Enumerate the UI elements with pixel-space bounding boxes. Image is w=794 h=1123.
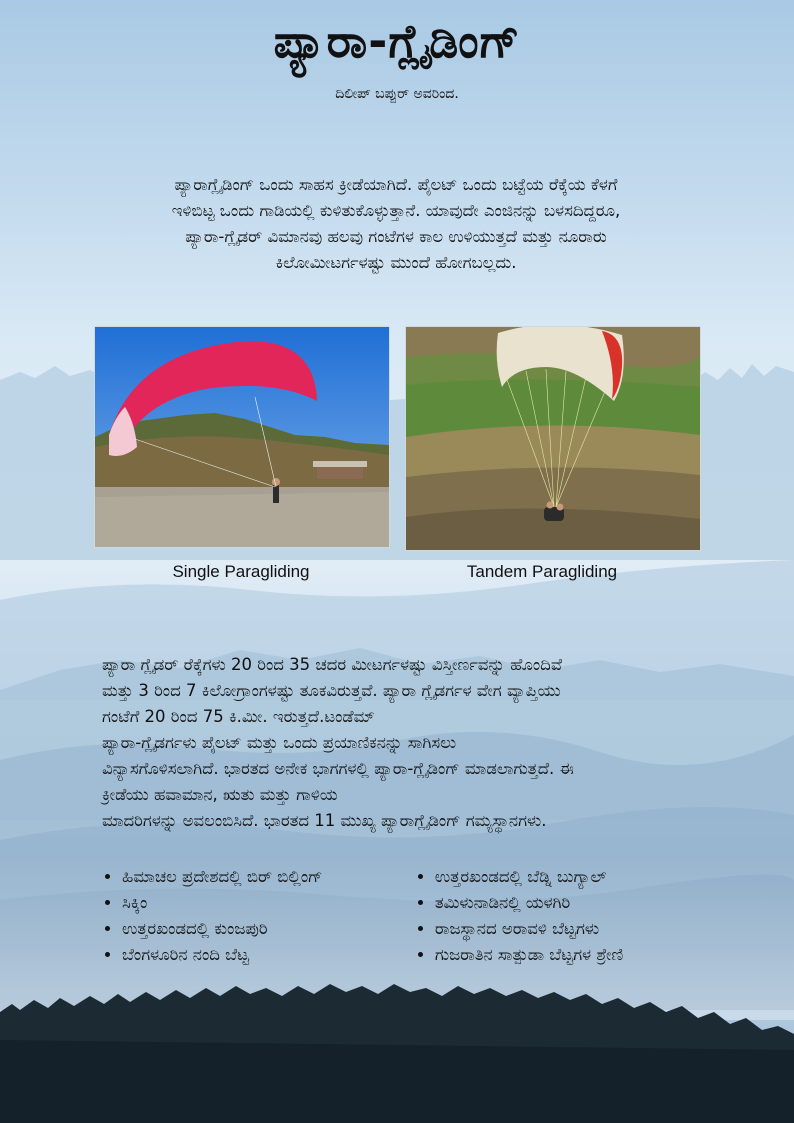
author-byline: ದಿಲೀಪ್ ಬಪ್ಪುರ್ ಅವರಿಂದ.: [335, 86, 459, 102]
list-item: • ಹಿಮಾಚಲ ಪ್ರದೇಶದಲ್ಲಿ ಬಿರ್ ಬಿಲ್ಲಿಂಗ್: [122, 864, 415, 890]
details-line: ವಿನ್ಯಾಸಗೊಳಿಸಲಾಗಿದೆ. ಭಾರತದ ಅನೇಕ ಭಾಗಗಳಲ್ಲಿ ಪ್ಯಾರಾ-ಗ್ಲೈಡಿಂಗ್ ಮಾಡಲಾಗುತ್ತದೆ. ಈ: [102, 759, 574, 778]
list-item: • ಉತ್ತರಖಂಡದಲ್ಲಿ ಕುಂಜಪುರಿ: [122, 916, 415, 942]
destinations-column-right: [415, 864, 702, 968]
details-line: ಗಂಟೆಗೆ 20 ರಿಂದ 75 ಕಿ.ಮೀ. ಇರುತ್ತದೆ.ಟಂಡೆಮ್: [102, 707, 375, 726]
destinations-list: [102, 864, 702, 968]
details-line: ಮತ್ತು 3 ರಿಂದ 7 ಕಿಲೋಗ್ರಾಂಗಳಷ್ಟು ತೂಕವಿರುತ್ತವೆ. ಪ್ಯಾರಾ ಗ್ಲೈಡರ್ಗಳ ವೇಗ ವ್ಯಾಪ್ತಿಯು: [102, 681, 561, 700]
list-item: • ತಮಿಳುನಾಡಿನಲ್ಲಿ ಯಳಗಿರಿ: [435, 890, 702, 916]
list-item: • ಸಿಕ್ಕಿಂ: [122, 890, 415, 916]
details-line: ಕ್ರೀಡೆಯು ಹವಾಮಾನ, ಋತು ಮತ್ತು ಗಾಳಿಯ: [102, 785, 338, 804]
list-item: • ರಾಜಸ್ಥಾನದ ಅರಾವಳಿ ಬೆಟ್ಟಗಳು: [435, 916, 702, 942]
intro-line: ಪ್ಯಾರಾಗ್ಲೈಡಿಂಗ್ ಒಂದು ಸಾಹಸ ಕ್ರೀಡೆಯಾಗಿದೆ. ಪೈಲಟ್ ಒಂದು ಬಟ್ಟೆಯ ರೆಕ್ಕೆಯ ಕೆಳಗೆ: [174, 175, 618, 194]
list-item: • ಗುಜರಾತಿನ ಸಾತ್ಪುಡಾ ಬೆಟ್ಟಗಳ ಶ್ರೇಣಿ: [435, 942, 702, 968]
destinations-column-left: [102, 864, 415, 968]
intro-line: ಕಿಲೋಮೀಟರ್ಗಳಷ್ಟು ಮುಂದೆ ಹೋಗಬಲ್ಲದು.: [275, 253, 517, 272]
photo-caption-tandem: Tandem Paragliding: [466, 562, 618, 581]
details-line: ಪ್ಯಾರಾ-ಗ್ಲೈಡರ್ಗಳು ಪೈಲಟ್ ಮತ್ತು ಒಂದು ಪ್ರಯಾಣಿಕನನ್ನು ಸಾಗಿಸಲು: [102, 733, 457, 752]
list-item: • ಉತ್ತರಖಂಡದಲ್ಲಿ ಬೆಡ್ನಿ ಬುಗ್ಯಾಲ್: [435, 864, 702, 890]
intro-paragraph: [96, 172, 696, 276]
page-title: ಪ್ಯಾರಾ-ಗ್ಲೈಡಿಂಗ್: [273, 14, 521, 68]
photo-caption-single: Single Paragliding: [172, 562, 310, 581]
details-line: ಪ್ಯಾರಾ ಗ್ಲೈಡರ್ ರೆಕ್ಕೆಗಳು 20 ರಿಂದ 35 ಚದರ ಮೀಟರ್ಗಳಷ್ಟು ವಿಸ್ತೀರ್ಣವನ್ನು ಹೊಂದಿವೆ: [102, 655, 563, 674]
details-paragraph: [102, 652, 712, 834]
details-line: ಮಾದರಿಗಳನ್ನು ಅವಲಂಬಿಸಿದೆ. ಭಾರತದ 11 ಮುಖ್ಯ ಪ್ಯಾರಾಗ್ಲೈಡಿಂಗ್ ಗಮ್ಯಸ್ಥಾನಗಳು.: [102, 811, 547, 830]
intro-line: ಇಳಿಬಿಟ್ಟ ಒಂದು ಗಾಡಿಯಲ್ಲಿ ಕುಳಿತುಕೊಳ್ಳುತ್ತಾನೆ. ಯಾವುದೇ ಎಂಜಿನನ್ನು ಬಳಸದಿದ್ದರೂ,: [171, 201, 621, 220]
single-paragliding-photo: [94, 326, 390, 548]
tandem-paragliding-photo: [405, 326, 701, 551]
intro-line: ಪ್ಯಾರಾ-ಗ್ಲೈಡರ್ ವಿಮಾನವು ಹಲವು ಗಂಟೆಗಳ ಕಾಲ ಉಳಿಯುತ್ತದೆ ಮತ್ತು ನೂರಾರು: [185, 227, 607, 246]
list-item: • ಬೆಂಗಳೂರಿನ ನಂದಿ ಬೆಟ್ಟ: [122, 942, 415, 968]
